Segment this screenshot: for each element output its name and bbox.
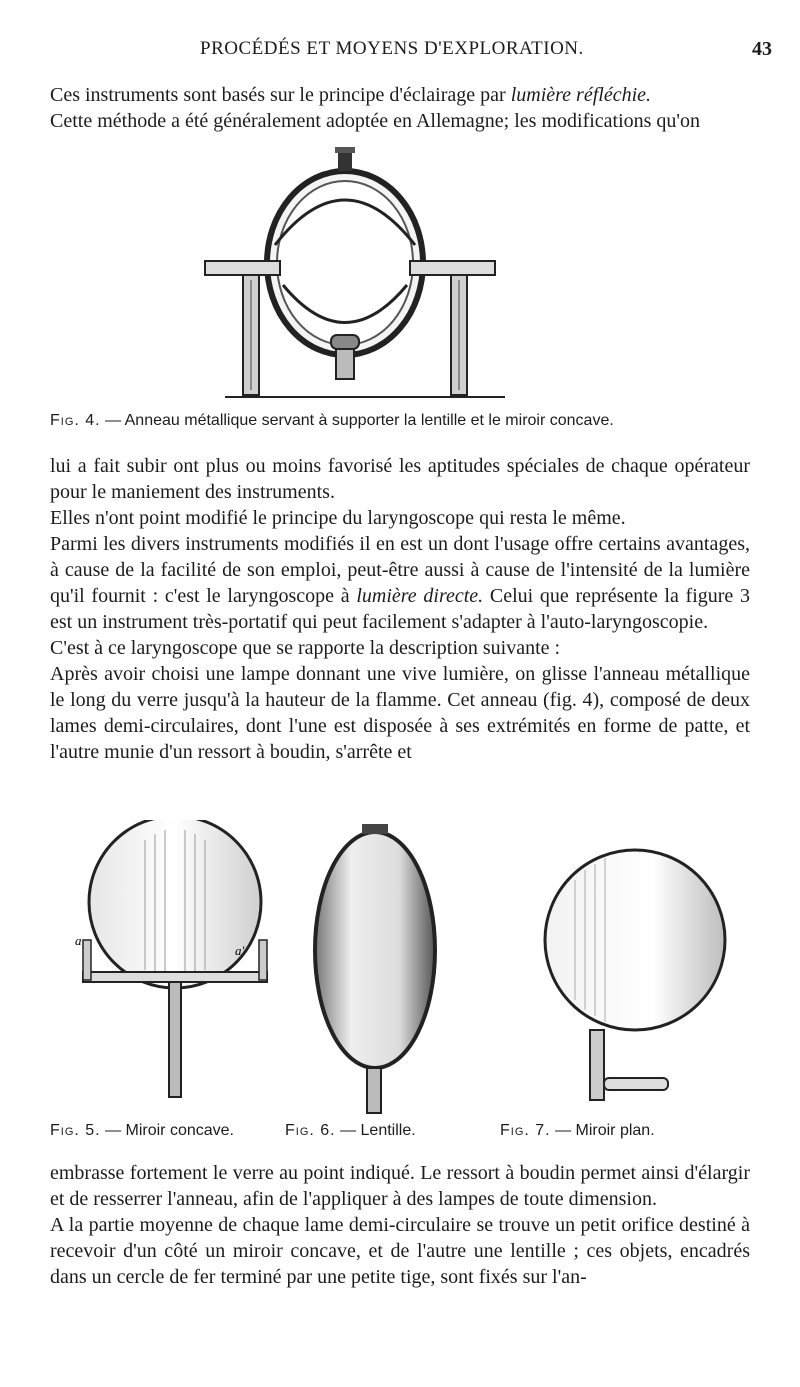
fig5-letter-a: a: [75, 933, 82, 948]
fig6-top-cap: [362, 824, 388, 834]
intro-line2: Cette méthode a été généralement adoptée en Allemagne; les modifications qu'on: [50, 110, 701, 132]
fig6-stem: [367, 1068, 381, 1113]
body-paragraph-3-rest: Celui que représente la figure 3 est un instrument très-portatif qui peut facilement s'adapter à l'auto-laryngoscopie.: [50, 585, 751, 633]
body-section-1: [50, 453, 750, 765]
body-paragraph-4: C'est à ce laryngoscope que se rapporte la description suivante :: [50, 637, 561, 659]
intro-line1: Ces instruments sont basés sur le principe d'éclairage par: [50, 84, 511, 106]
fig7-handle: [604, 1078, 668, 1090]
figure-4-caption: [50, 412, 614, 430]
figure-7-caption: [500, 1122, 655, 1140]
body2-paragraph-2: A la partie moyenne de chaque lame demi-circulaire se trouve un petit orifice destiné à recevoir d'un côté un miroir concave, et de l'autre une lentille ; ces objets, encadrés dans un cercle de fer terminé par une petite tige, sont fixés sur l'an-: [50, 1214, 750, 1288]
fig6-lens-body: [315, 832, 435, 1068]
body-paragraph-3: [50, 531, 750, 635]
body-paragraph-3-text: Parmi les divers instruments modifiés il en est un dont l'usage offre certains avantages, à cause de la facilité de son emploi, peut-être aussi à cause de l'intensité de la lumière qu'il fournit : c'est le laryngoscope à: [50, 533, 750, 607]
fig5-mirror-disc: [89, 820, 261, 988]
fig7-label: Fig. 7.: [500, 1122, 551, 1139]
fig4-bottom-clamp: [331, 335, 359, 379]
fig5-stem: [169, 982, 181, 1097]
figure-5-caption: [50, 1122, 234, 1140]
body-paragraph-3-emphasis: lumière directe.: [356, 585, 484, 607]
fig4-label: Fig. 4.: [50, 412, 101, 429]
figure-5-concave-mirror-illustration: [75, 820, 275, 1120]
intro-emphasis: lumière réfléchie.: [510, 84, 652, 106]
figure-6-caption: [285, 1122, 416, 1140]
fig7-stem: [590, 1030, 604, 1100]
fig4-caption-text: — Anneau métallique servant à supporter la lentille et le miroir concave.: [100, 412, 614, 429]
fig5-label: Fig. 5.: [50, 1122, 101, 1139]
intro-paragraph: [50, 82, 750, 134]
body-paragraph-1: lui a fait subir ont plus ou moins favorisé les aptitudes spéciales de chaque opérateur pour le maniement des instruments.: [50, 455, 750, 503]
fig6-caption-text: — Lentille.: [335, 1122, 416, 1139]
page-header: [0, 38, 800, 68]
body-section-2: [50, 1160, 750, 1290]
running-title: PROCÉDÉS ET MOYENS D'EXPLORATION.: [200, 38, 584, 59]
figure-6-lens-illustration: [300, 820, 450, 1120]
body-paragraph-2: Elles n'ont point modifié le principe du laryngoscope qui resta le même.: [50, 507, 626, 529]
fig7-mirror-disc: [545, 850, 725, 1030]
fig5-ring-bar: [83, 972, 267, 982]
fig6-label: Fig. 6.: [285, 1122, 336, 1139]
fig5-right-tab: [259, 940, 267, 980]
fig5-caption-text: — Miroir concave.: [100, 1122, 234, 1139]
fig4-top-stem: [335, 147, 355, 171]
fig5-left-tab: [83, 940, 91, 980]
body-paragraph-5: Après avoir choisi une lampe donnant une vive lumière, on glisse l'anneau métallique le long du verre jusqu'à la hauteur de la flamme. Cet anneau (fig. 4), composé de deux lames demi-circulaires, dont l'une est disposée à ses extrémités en forme de patte, et l'autre munie d'un ressort à boudin, s'arrête et: [50, 663, 750, 763]
figure-7-plane-mirror-illustration: [525, 840, 745, 1120]
figure-4-ring-illustration: [195, 135, 515, 405]
fig5-letter-a-prime: a': [235, 943, 245, 958]
page-number: 43: [752, 38, 772, 60]
fig4-ring: [267, 171, 423, 355]
body2-paragraph-1: embrasse fortement le verre au point indiqué. Le ressort à boudin permet ainsi d'élargir et de resserrer l'anneau, afin de l'appliquer à des lampes de toute dimension.: [50, 1162, 750, 1210]
fig7-caption-text: — Miroir plan.: [550, 1122, 655, 1139]
